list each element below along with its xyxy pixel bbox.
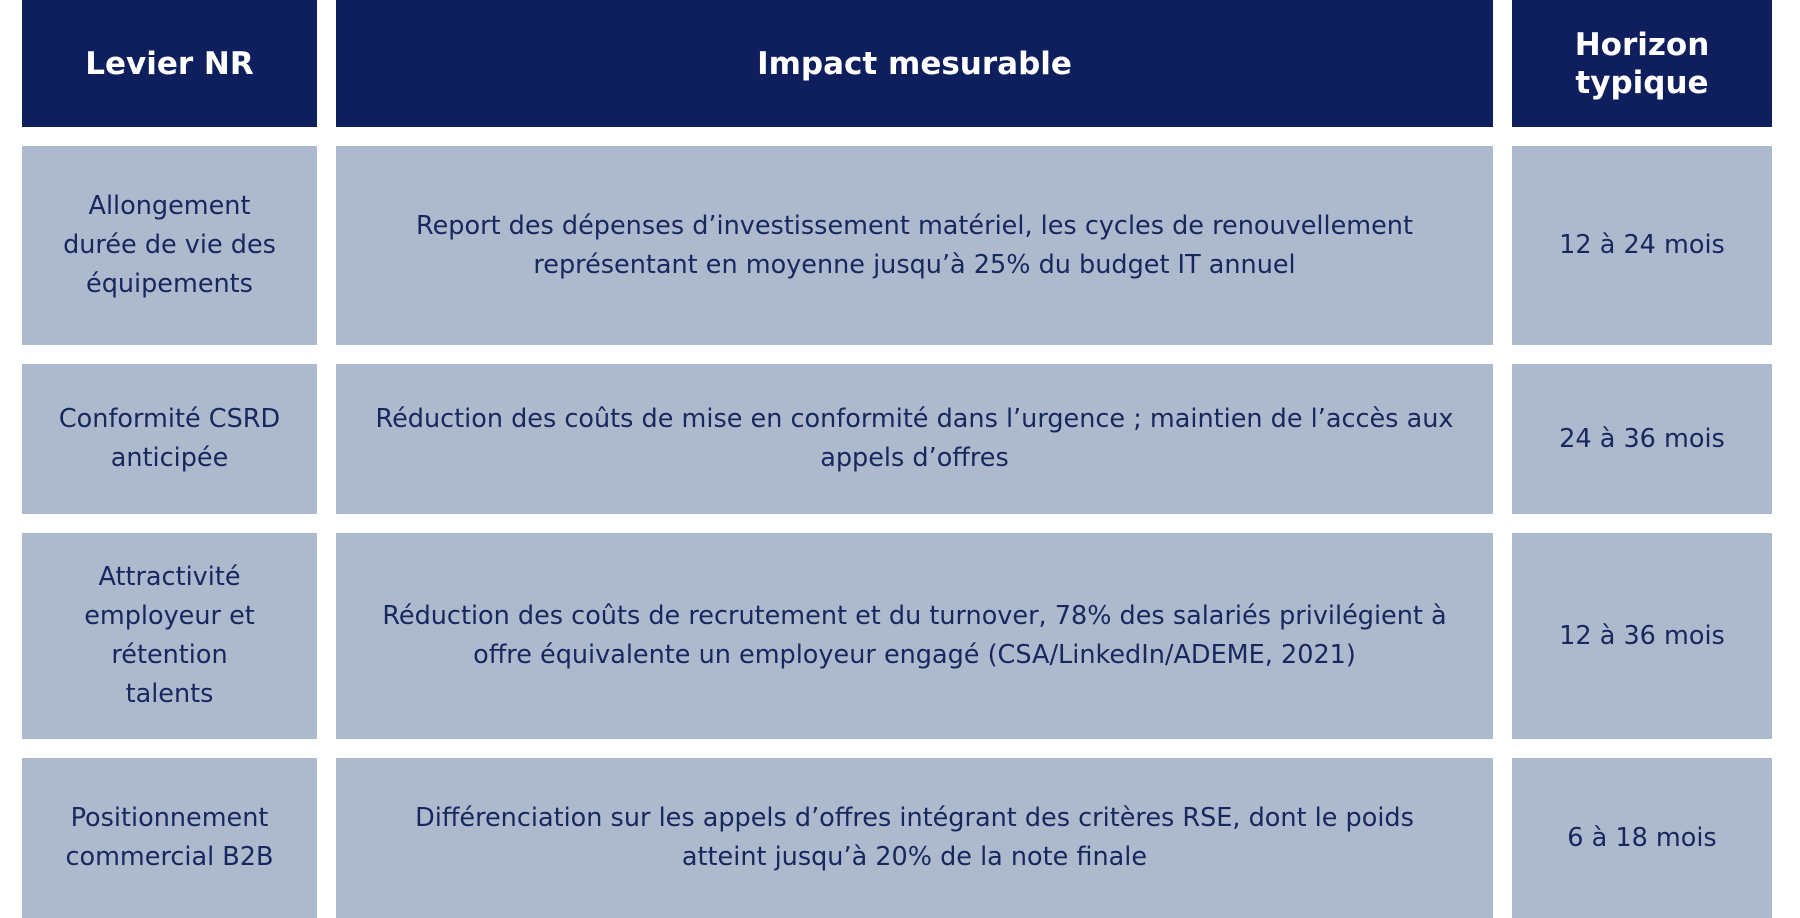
row-1-levier-text: Allongement durée de vie des équipements	[63, 191, 276, 299]
row-2-impact	[336, 364, 1493, 514]
row-3-levier-text: Attractivité employeur et rétention talents	[84, 562, 255, 709]
row-3-impact	[336, 533, 1493, 739]
row-1-impact-text: Report des dépenses d’investissement matériel, les cycles de renouvellement représentant en moyenne jusqu’à 25% du budget IT annuel	[416, 210, 1413, 280]
header-levier	[22, 0, 317, 127]
header-impact-label: Impact mesurable	[757, 45, 1072, 82]
row-4-levier	[22, 758, 317, 918]
row-3-impact-text: Réduction des coûts de recrutement et du turnover, 78% des salariés privilégient à offre équivalente un employeur engagé (CSA/LinkedIn/ADEME, 2021)	[382, 601, 1447, 670]
row-1-levier	[22, 146, 317, 345]
row-3-levier	[22, 533, 317, 739]
row-2-levier	[22, 364, 317, 514]
row-4-impact	[336, 758, 1493, 918]
header-horizon-label: Horizon typique	[1574, 26, 1710, 101]
row-1-impact	[336, 146, 1493, 345]
header-levier-label: Levier NR	[85, 45, 254, 82]
row-2-horizon	[1512, 364, 1772, 514]
row-4-horizon	[1512, 758, 1772, 918]
row-2-horizon-text: 24 à 36 mois	[1559, 423, 1725, 454]
row-4-impact-text: Différenciation sur les appels d’offres intégrant des critères RSE, dont le poids atteint jusqu’à 20% de la note finale	[415, 803, 1414, 872]
row-3-horizon	[1512, 533, 1772, 739]
row-3-horizon-text: 12 à 36 mois	[1559, 620, 1725, 651]
row-4-levier-text: Positionnement commercial B2B	[65, 803, 274, 872]
row-4-horizon-text: 6 à 18 mois	[1567, 822, 1717, 853]
row-2-impact-text: Réduction des coûts de mise en conformité dans l’urgence ; maintien de l’accès aux appels d’offres	[375, 404, 1454, 473]
header-horizon	[1512, 0, 1772, 127]
row-1-horizon	[1512, 146, 1772, 345]
header-impact	[336, 0, 1493, 127]
levers-table	[22, 0, 1772, 918]
row-2-levier-text: Conformité CSRD anticipée	[58, 404, 281, 473]
row-1-horizon-text: 12 à 24 mois	[1559, 230, 1725, 260]
